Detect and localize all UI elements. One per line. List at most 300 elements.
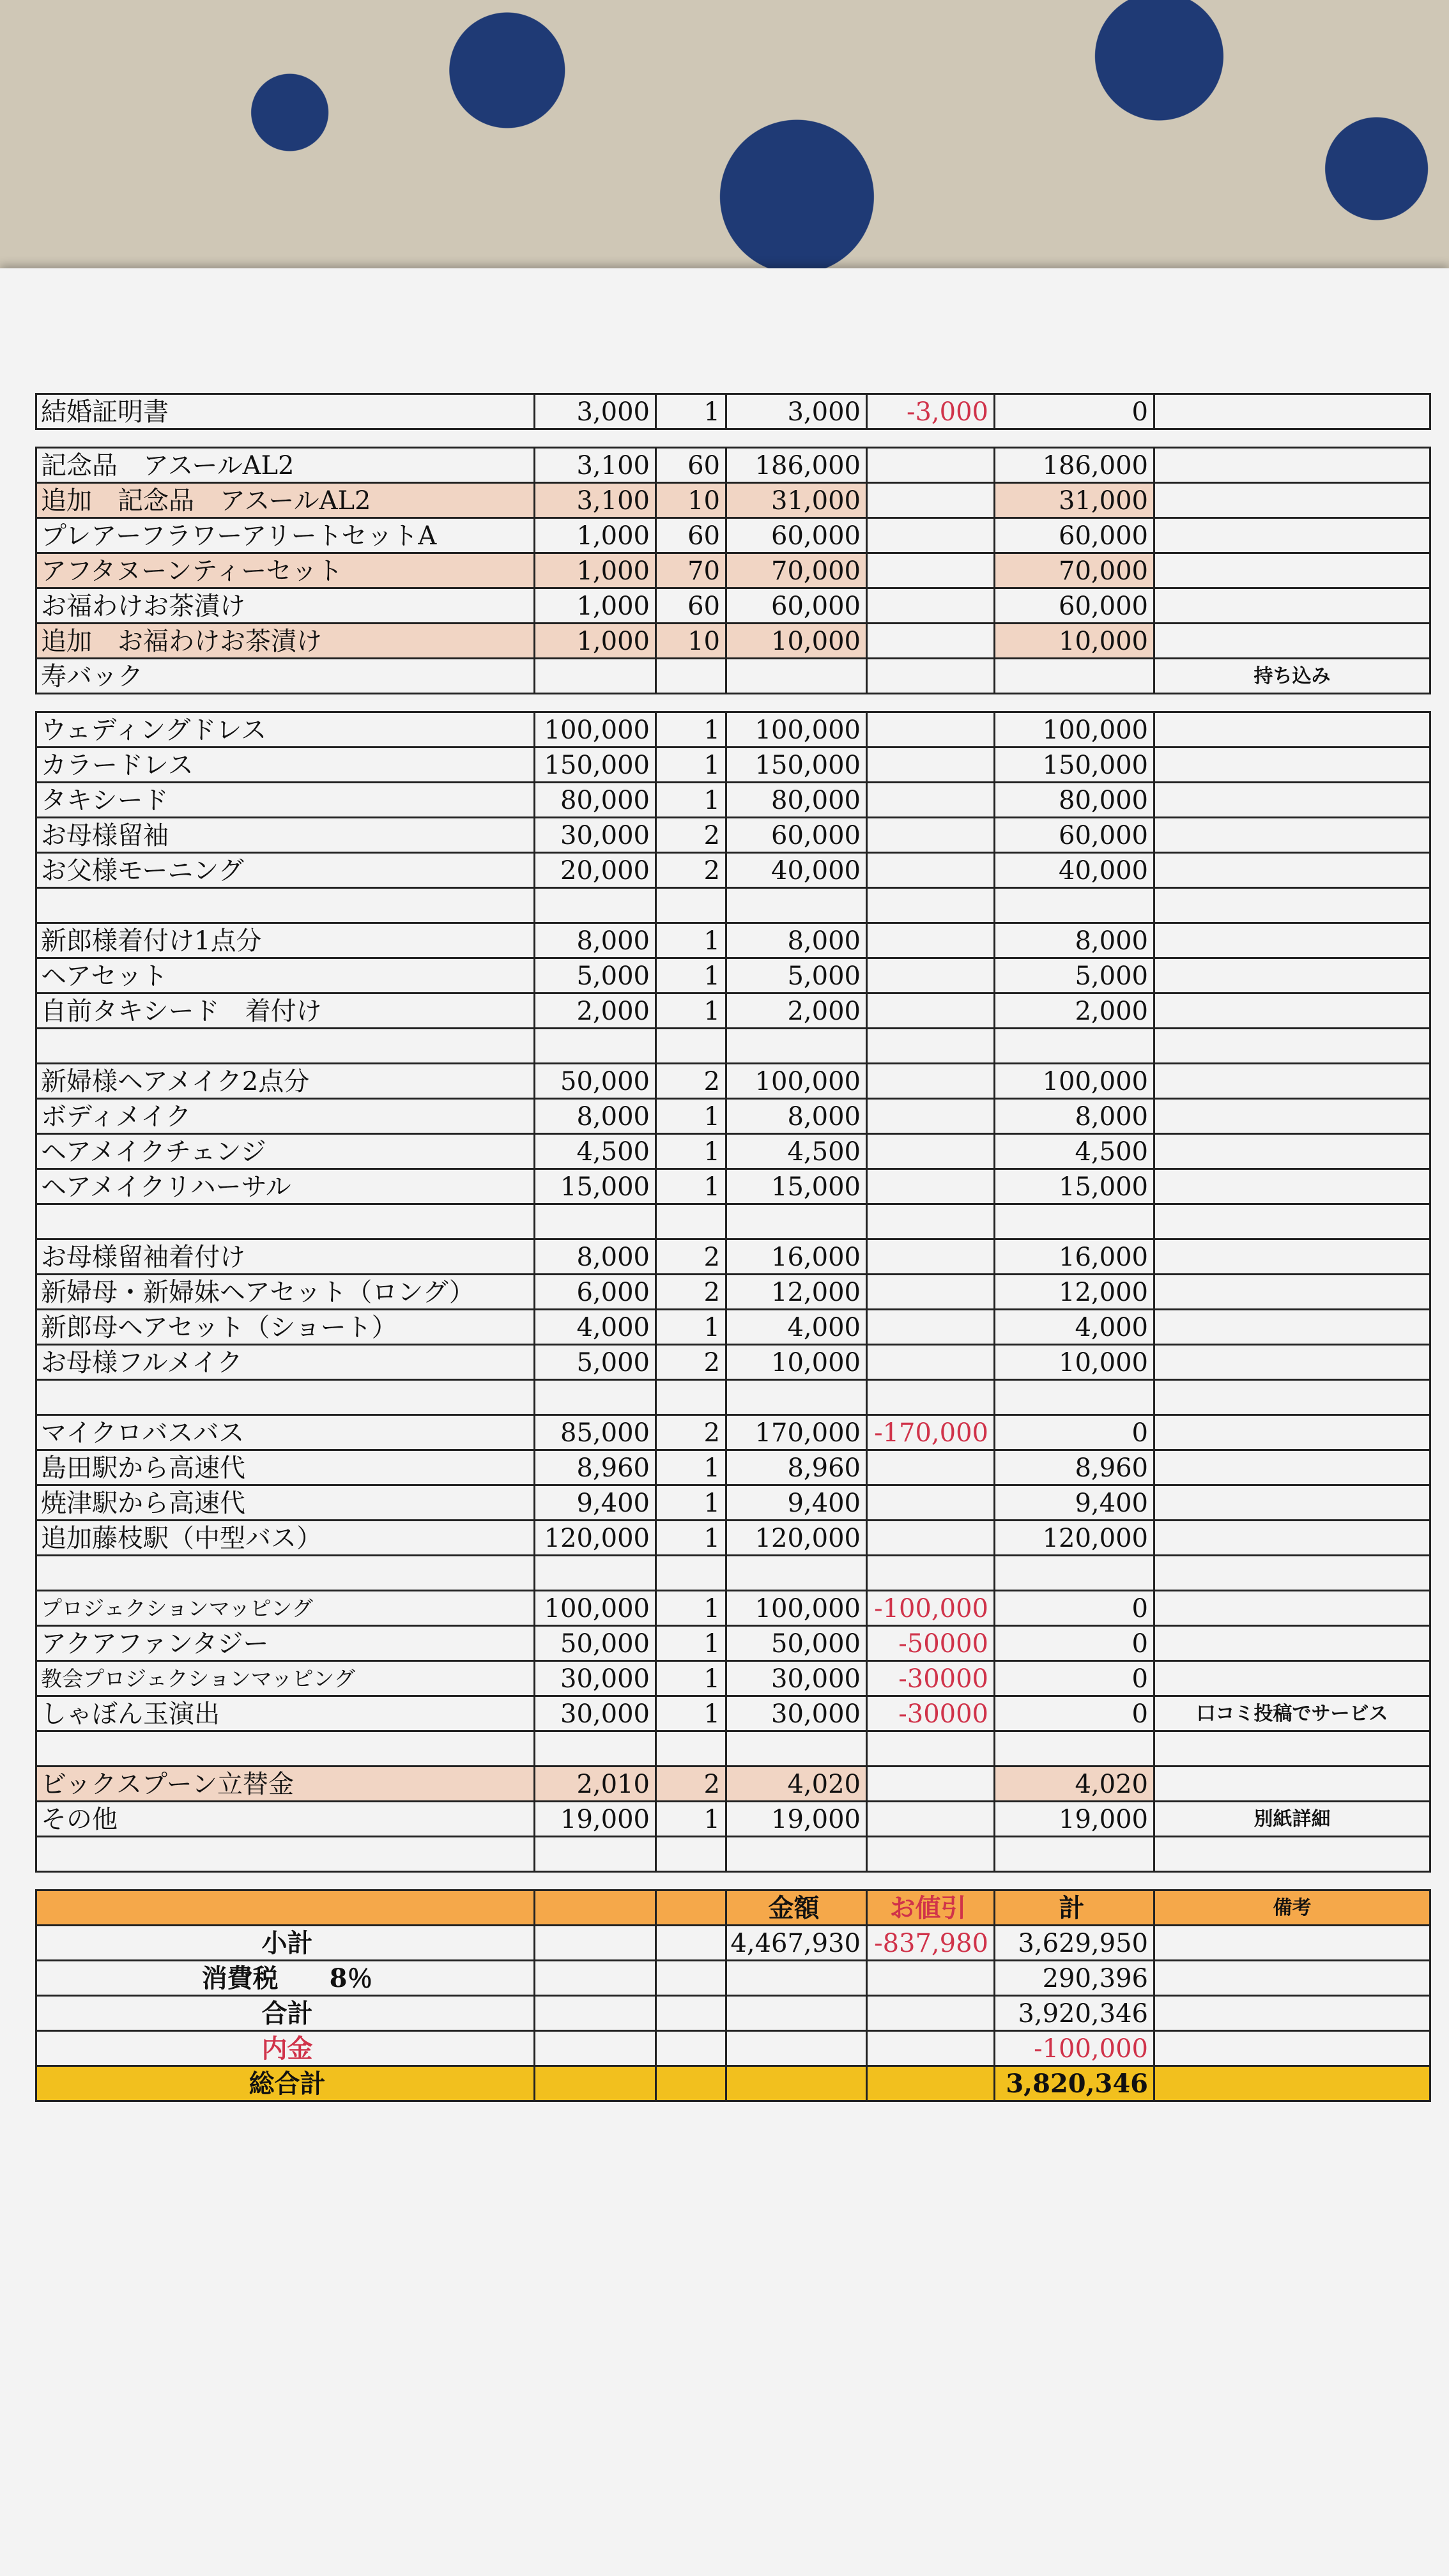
unit-price: 2,010: [535, 1767, 657, 1800]
item-name: アクアファンタジー: [37, 1627, 535, 1660]
unit-price: 20,000: [535, 854, 657, 887]
note: [1155, 1310, 1431, 1344]
sum-total: 3,920,346: [995, 1997, 1155, 2030]
amount: 8,000: [727, 1100, 868, 1133]
tax-row: [37, 1961, 1431, 1997]
item-name: お母様留袖: [37, 818, 535, 852]
unit-price: 3,100: [535, 484, 657, 517]
discount: [868, 1837, 995, 1871]
discount: [868, 994, 995, 1027]
line-total: 10,000: [995, 1346, 1155, 1379]
table-row: [37, 1205, 1431, 1240]
amount: 40,000: [727, 854, 868, 887]
quantity: 10: [657, 624, 727, 657]
discount: [868, 1381, 995, 1414]
table-row: [37, 1029, 1431, 1064]
line-total: 100,000: [995, 1064, 1155, 1098]
grand-total-row: [37, 2067, 1431, 2102]
quantity: 1: [657, 1521, 727, 1554]
unit-price: 120,000: [535, 1521, 657, 1554]
quantity: [657, 1556, 727, 1590]
item-name: ヘアセット: [37, 959, 535, 992]
line-total: [995, 889, 1155, 922]
line-total: 9,400: [995, 1486, 1155, 1519]
quantity: 2: [657, 1346, 727, 1379]
unit-price: 5,000: [535, 1346, 657, 1379]
amount: [727, 1029, 868, 1062]
note: [1155, 1240, 1431, 1273]
note: [1155, 1064, 1431, 1098]
table-row: [37, 448, 1431, 484]
table-row: [37, 1381, 1431, 1416]
discount: -30000: [868, 1662, 995, 1695]
amount: [727, 1556, 868, 1590]
header-discount: お値引: [868, 1891, 995, 1924]
header-total: 計: [995, 1891, 1155, 1924]
note: [1155, 1451, 1431, 1484]
quantity: 1: [657, 1170, 727, 1203]
unit-price: 1,000: [535, 519, 657, 552]
item-name: アフタヌーンティーセット: [37, 554, 535, 587]
table-row: [37, 1240, 1431, 1275]
line-total: 4,000: [995, 1310, 1155, 1344]
quantity: [657, 1837, 727, 1871]
amount: 150,000: [727, 748, 868, 781]
table-row: [37, 395, 1431, 430]
table-row: [37, 1275, 1431, 1310]
item-name: [37, 1381, 535, 1414]
table-row: [37, 1556, 1431, 1591]
line-total: 150,000: [995, 748, 1155, 781]
discount: [868, 1275, 995, 1308]
line-total: 70,000: [995, 554, 1155, 587]
summary-header-row: [37, 1891, 1431, 1926]
discount: [868, 748, 995, 781]
table-row: [37, 1802, 1431, 1837]
discount: [868, 1732, 995, 1765]
line-total: 186,000: [995, 448, 1155, 482]
note: 口コミ投稿でサービス: [1155, 1697, 1431, 1730]
note: [1155, 1662, 1431, 1695]
unit-price: 4,000: [535, 1310, 657, 1344]
amount: 4,500: [727, 1135, 868, 1168]
item-blocks: [35, 393, 1431, 1873]
amount: 30,000: [727, 1697, 868, 1730]
quantity: 60: [657, 448, 727, 482]
item-name: [37, 1556, 535, 1590]
unit-price: 1,000: [535, 554, 657, 587]
line-total: 40,000: [995, 854, 1155, 887]
quantity: 1: [657, 994, 727, 1027]
amount: 100,000: [727, 713, 868, 746]
unit-price: [535, 1205, 657, 1238]
amount: 120,000: [727, 1521, 868, 1554]
amount: 50,000: [727, 1627, 868, 1660]
amount: 15,000: [727, 1170, 868, 1203]
discount: [868, 1802, 995, 1836]
amount: 60,000: [727, 519, 868, 552]
unit-price: 50,000: [535, 1627, 657, 1660]
tax-label: 消費税 8％: [37, 1961, 535, 1995]
line-total: 80,000: [995, 783, 1155, 816]
amount: 10,000: [727, 1346, 868, 1379]
amount: 4,000: [727, 1310, 868, 1344]
quantity: 1: [657, 924, 727, 957]
amount: 3,000: [727, 395, 868, 428]
item-block: [35, 393, 1431, 430]
item-name: お父様モーニング: [37, 854, 535, 887]
unit-price: 1,000: [535, 589, 657, 622]
discount: [868, 854, 995, 887]
amount: 8,000: [727, 924, 868, 957]
summary-block: [35, 1889, 1431, 2102]
note: [1155, 783, 1431, 816]
unit-price: [535, 1837, 657, 1871]
note: [1155, 889, 1431, 922]
item-name: お母様フルメイク: [37, 1346, 535, 1379]
unit-price: 2,000: [535, 994, 657, 1027]
note: [1155, 959, 1431, 992]
line-total: 60,000: [995, 589, 1155, 622]
line-total: 4,500: [995, 1135, 1155, 1168]
quantity: 1: [657, 395, 727, 428]
item-name: プレアーフラワーアリートセットA: [37, 519, 535, 552]
line-total: 60,000: [995, 818, 1155, 852]
line-total: 19,000: [995, 1802, 1155, 1836]
item-name: 焼津駅から高速代: [37, 1486, 535, 1519]
subtotal-amount: 4,467,930: [727, 1926, 868, 1959]
discount: [868, 1310, 995, 1344]
note: [1155, 484, 1431, 517]
note: [1155, 448, 1431, 482]
table-row: [37, 994, 1431, 1029]
quantity: 1: [657, 1486, 727, 1519]
table-row: [37, 1100, 1431, 1135]
table-row: [37, 1451, 1431, 1486]
amount: 16,000: [727, 1240, 868, 1273]
note: [1155, 1346, 1431, 1379]
quantity: 1: [657, 1135, 727, 1168]
deposit-total: -100,000: [995, 2032, 1155, 2065]
table-row: [37, 1591, 1431, 1627]
item-name: 自前タキシード 着付け: [37, 994, 535, 1027]
amount: 186,000: [727, 448, 868, 482]
table-row: [37, 889, 1431, 924]
quantity: 2: [657, 1240, 727, 1273]
item-name: お福わけお茶漬け: [37, 589, 535, 622]
quantity: [657, 889, 727, 922]
deposit-row: [37, 2032, 1431, 2067]
note: [1155, 1275, 1431, 1308]
discount: [868, 484, 995, 517]
table-row: [37, 854, 1431, 889]
table-row: [37, 959, 1431, 994]
item-name: タキシード: [37, 783, 535, 816]
unit-price: 4,500: [535, 1135, 657, 1168]
item-block: [35, 447, 1431, 694]
unit-price: 8,000: [535, 924, 657, 957]
table-row: [37, 783, 1431, 818]
note: [1155, 554, 1431, 587]
amount: 5,000: [727, 959, 868, 992]
unit-price: 80,000: [535, 783, 657, 816]
quantity: 1: [657, 1451, 727, 1484]
note: 別紙詳細: [1155, 1802, 1431, 1836]
unit-price: 100,000: [535, 713, 657, 746]
amount: 60,000: [727, 589, 868, 622]
item-name: [37, 1837, 535, 1871]
quantity: 2: [657, 1767, 727, 1800]
item-name: [37, 1029, 535, 1062]
discount: -30000: [868, 1697, 995, 1730]
grand-total-value: 3,820,346: [995, 2067, 1155, 2100]
amount: 8,960: [727, 1451, 868, 1484]
item-name: 新郎母ヘアセット（ショート）: [37, 1310, 535, 1344]
amount: 12,000: [727, 1275, 868, 1308]
unit-price: 150,000: [535, 748, 657, 781]
item-name: ウェディングドレス: [37, 713, 535, 746]
unit-price: 8,000: [535, 1100, 657, 1133]
carpet-background: [0, 0, 1449, 281]
header-amount: 金額: [727, 1891, 868, 1924]
line-total: [995, 1556, 1155, 1590]
discount: -3,000: [868, 395, 995, 428]
unit-price: [535, 1556, 657, 1590]
note: [1155, 589, 1431, 622]
discount: [868, 1767, 995, 1800]
item-name: 新婦様ヘアメイク2点分: [37, 1064, 535, 1098]
discount: [868, 1100, 995, 1133]
quantity: 1: [657, 1627, 727, 1660]
discount: [868, 1170, 995, 1203]
sum-row: [37, 1997, 1431, 2032]
note: 持ち込み: [1155, 659, 1431, 693]
table-row: [37, 1627, 1431, 1662]
item-name: プロジェクションマッピング: [37, 1591, 535, 1625]
discount: [868, 1064, 995, 1098]
discount: -100,000: [868, 1591, 995, 1625]
subtotal-total: 3,629,950: [995, 1926, 1155, 1959]
unit-price: [535, 1381, 657, 1414]
sum-label: 合計: [37, 1997, 535, 2030]
table-row: [37, 589, 1431, 624]
note: [1155, 1767, 1431, 1800]
discount: [868, 1135, 995, 1168]
item-name: ヘアメイクリハーサル: [37, 1170, 535, 1203]
note: [1155, 1837, 1431, 1871]
discount: [868, 818, 995, 852]
table-row: [37, 659, 1431, 694]
amount: [727, 1205, 868, 1238]
item-name: 教会プロジェクションマッピング: [37, 1662, 535, 1695]
item-name: カラードレス: [37, 748, 535, 781]
item-name: 追加 記念品 アスールAL2: [37, 484, 535, 517]
line-total: [995, 1205, 1155, 1238]
item-name: 結婚証明書: [37, 395, 535, 428]
note: [1155, 1029, 1431, 1062]
quantity: 1: [657, 1697, 727, 1730]
item-name: [37, 889, 535, 922]
amount: [727, 889, 868, 922]
note: [1155, 854, 1431, 887]
unit-price: 3,100: [535, 448, 657, 482]
table-row: [37, 1837, 1431, 1873]
table-row: [37, 1521, 1431, 1556]
unit-price: [535, 889, 657, 922]
quantity: [657, 1381, 727, 1414]
discount: -170,000: [868, 1416, 995, 1449]
amount: 10,000: [727, 624, 868, 657]
item-name: [37, 1205, 535, 1238]
line-total: [995, 1837, 1155, 1871]
line-total: 60,000: [995, 519, 1155, 552]
quantity: 2: [657, 854, 727, 887]
line-total: 0: [995, 1697, 1155, 1730]
line-total: 0: [995, 395, 1155, 428]
table-row: [37, 748, 1431, 783]
unit-price: 30,000: [535, 1697, 657, 1730]
unit-price: [535, 1732, 657, 1765]
amount: 19,000: [727, 1802, 868, 1836]
amount: 30,000: [727, 1662, 868, 1695]
quantity: 2: [657, 1416, 727, 1449]
line-total: 2,000: [995, 994, 1155, 1027]
unit-price: 8,960: [535, 1451, 657, 1484]
item-name: [37, 1732, 535, 1765]
unit-price: 5,000: [535, 959, 657, 992]
quantity: 60: [657, 519, 727, 552]
note: [1155, 748, 1431, 781]
amount: [727, 1381, 868, 1414]
quantity: 1: [657, 1310, 727, 1344]
unit-price: 30,000: [535, 1662, 657, 1695]
quantity: [657, 1029, 727, 1062]
table-row: [37, 1346, 1431, 1381]
note: [1155, 1486, 1431, 1519]
discount: [868, 659, 995, 693]
note: [1155, 1205, 1431, 1238]
unit-price: 30,000: [535, 818, 657, 852]
amount: 100,000: [727, 1064, 868, 1098]
line-total: 8,000: [995, 924, 1155, 957]
item-name: ヘアメイクチェンジ: [37, 1135, 535, 1168]
table-row: [37, 1135, 1431, 1170]
quantity: 1: [657, 783, 727, 816]
table-row: [37, 484, 1431, 519]
quantity: 60: [657, 589, 727, 622]
discount: [868, 1521, 995, 1554]
unit-price: 6,000: [535, 1275, 657, 1308]
amount: 4,020: [727, 1767, 868, 1800]
unit-price: [535, 1029, 657, 1062]
quantity: 1: [657, 1662, 727, 1695]
line-total: 5,000: [995, 959, 1155, 992]
quantity: 1: [657, 1591, 727, 1625]
discount: [868, 1029, 995, 1062]
line-total: 120,000: [995, 1521, 1155, 1554]
discount: -50000: [868, 1627, 995, 1660]
quantity: 10: [657, 484, 727, 517]
item-name: お母様留袖着付け: [37, 1240, 535, 1273]
note: [1155, 624, 1431, 657]
note: [1155, 1135, 1431, 1168]
discount: [868, 624, 995, 657]
table-row: [37, 1170, 1431, 1205]
line-total: 0: [995, 1591, 1155, 1625]
unit-price: 15,000: [535, 1170, 657, 1203]
note: [1155, 519, 1431, 552]
note: [1155, 1170, 1431, 1203]
line-total: 8,000: [995, 1100, 1155, 1133]
table-row: [37, 554, 1431, 589]
discount: [868, 448, 995, 482]
discount: [868, 554, 995, 587]
note: [1155, 1627, 1431, 1660]
subtotal-discount: -837,980: [868, 1926, 995, 1959]
note: [1155, 1591, 1431, 1625]
subtotal-label: 小計: [37, 1926, 535, 1959]
unit-price: [535, 659, 657, 693]
line-total: 0: [995, 1662, 1155, 1695]
table-row: [37, 1310, 1431, 1346]
discount: [868, 589, 995, 622]
item-block: [35, 711, 1431, 1873]
unit-price: 100,000: [535, 1591, 657, 1625]
amount: 31,000: [727, 484, 868, 517]
unit-price: 9,400: [535, 1486, 657, 1519]
quantity: 1: [657, 959, 727, 992]
note: [1155, 1381, 1431, 1414]
discount: [868, 783, 995, 816]
line-total: 100,000: [995, 713, 1155, 746]
tax-total: 290,396: [995, 1961, 1155, 1995]
unit-price: 3,000: [535, 395, 657, 428]
line-total: 8,960: [995, 1451, 1155, 1484]
line-total: 16,000: [995, 1240, 1155, 1273]
line-total: [995, 659, 1155, 693]
line-total: 4,020: [995, 1767, 1155, 1800]
table-row: [37, 1486, 1431, 1521]
item-name: 新婦母・新婦妹ヘアセット（ロング）: [37, 1275, 535, 1308]
item-name: 島田駅から高速代: [37, 1451, 535, 1484]
item-name: ビックスプーン立替金: [37, 1767, 535, 1800]
amount: 100,000: [727, 1591, 868, 1625]
note: [1155, 713, 1431, 746]
note: [1155, 818, 1431, 852]
unit-price: 19,000: [535, 1802, 657, 1836]
header-note: 備考: [1155, 1891, 1431, 1924]
item-name: 追加 お福わけお茶漬け: [37, 624, 535, 657]
item-name: 寿バック: [37, 659, 535, 693]
discount: [868, 713, 995, 746]
discount: [868, 924, 995, 957]
note: [1155, 1100, 1431, 1133]
line-total: [995, 1381, 1155, 1414]
discount: [868, 1486, 995, 1519]
item-name: その他: [37, 1802, 535, 1836]
unit-price: 1,000: [535, 624, 657, 657]
discount: [868, 959, 995, 992]
item-name: しゃぼん玉演出: [37, 1697, 535, 1730]
item-name: マイクロバスバス: [37, 1416, 535, 1449]
item-name: 追加藤枝駅（中型バス）: [37, 1521, 535, 1554]
table-row: [37, 624, 1431, 659]
quantity: 1: [657, 748, 727, 781]
amount: 70,000: [727, 554, 868, 587]
table-row: [37, 1732, 1431, 1767]
unit-price: 50,000: [535, 1064, 657, 1098]
table-row: [37, 1767, 1431, 1802]
